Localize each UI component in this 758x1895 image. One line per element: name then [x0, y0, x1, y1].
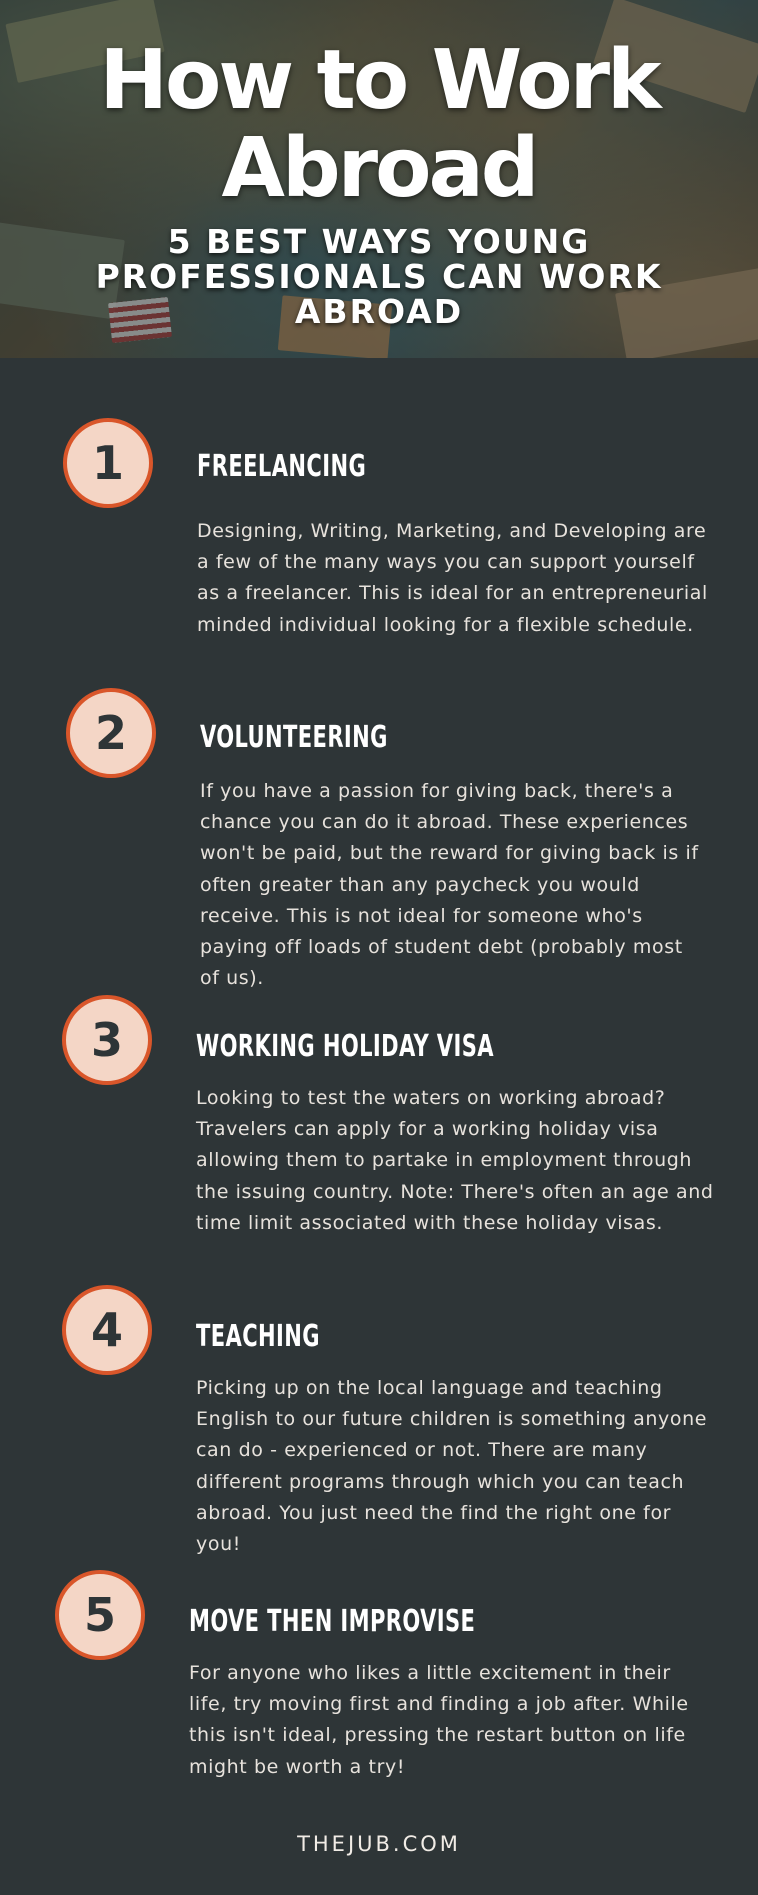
step-2-heading: VOLUNTEERING [200, 720, 388, 755]
step-4-body: Picking up on the local language and teaching English to our future children is something anyone can do - experienced or not. There are many different programs through which you can teach abroad. You just need the find the right one for you! [196, 1377, 708, 1556]
step-1-body: Designing, Writing, Marketing, and Developing are a few of the many ways you can support yourself as a freelancer. This is ideal for an entrepreneurial minded individual looking for a flexible schedule. [197, 520, 708, 636]
page-title-line1: How to Work [99, 33, 659, 128]
step-5-heading: MOVE THEN IMPROVISE [189, 1604, 476, 1639]
step-3-heading: WORKING HOLIDAY VISA [196, 1029, 494, 1064]
footer-site-link[interactable]: THEJUB.COM [297, 1832, 461, 1856]
step-number: 3 [90, 1013, 123, 1067]
header-banner [0, 0, 758, 358]
step-3-number-badge [62, 995, 152, 1085]
step-4-number-badge [62, 1285, 152, 1375]
step-number: 4 [90, 1303, 123, 1357]
step-3-body: Looking to test the waters on working abroad? Travelers can apply for a working holiday visa allowing them to partake in employment through the issuing country. Note: There's often an age and time limit associated with these holiday visas. [196, 1087, 714, 1234]
step-number: 2 [94, 706, 127, 760]
step-4-heading: TEACHING [196, 1319, 320, 1354]
step-number: 5 [83, 1588, 116, 1642]
page-subtitle: 5 BEST WAYS YOUNG PROFESSIONALS CAN WORK ABROAD [95, 222, 663, 331]
step-2-body: If you have a passion for giving back, there's a chance you can do it abroad. These experiences won't be paid, but the reward for giving back is if often greater than any paycheck you would receive. This is not ideal for someone who's paying off loads of student debt (probably most of us). [200, 780, 699, 990]
step-1-number-badge [63, 418, 153, 508]
step-1-heading: FREELANCING [197, 449, 367, 484]
step-2-number-badge [66, 688, 156, 778]
step-5-body: For anyone who likes a little excitement in their life, try moving first and finding a job after. While this isn't ideal, pressing the restart button on life might be worth a try! [189, 1662, 689, 1778]
step-number: 1 [91, 436, 124, 490]
page-title-line2: Abroad [221, 121, 537, 216]
step-5-number-badge [55, 1570, 145, 1660]
